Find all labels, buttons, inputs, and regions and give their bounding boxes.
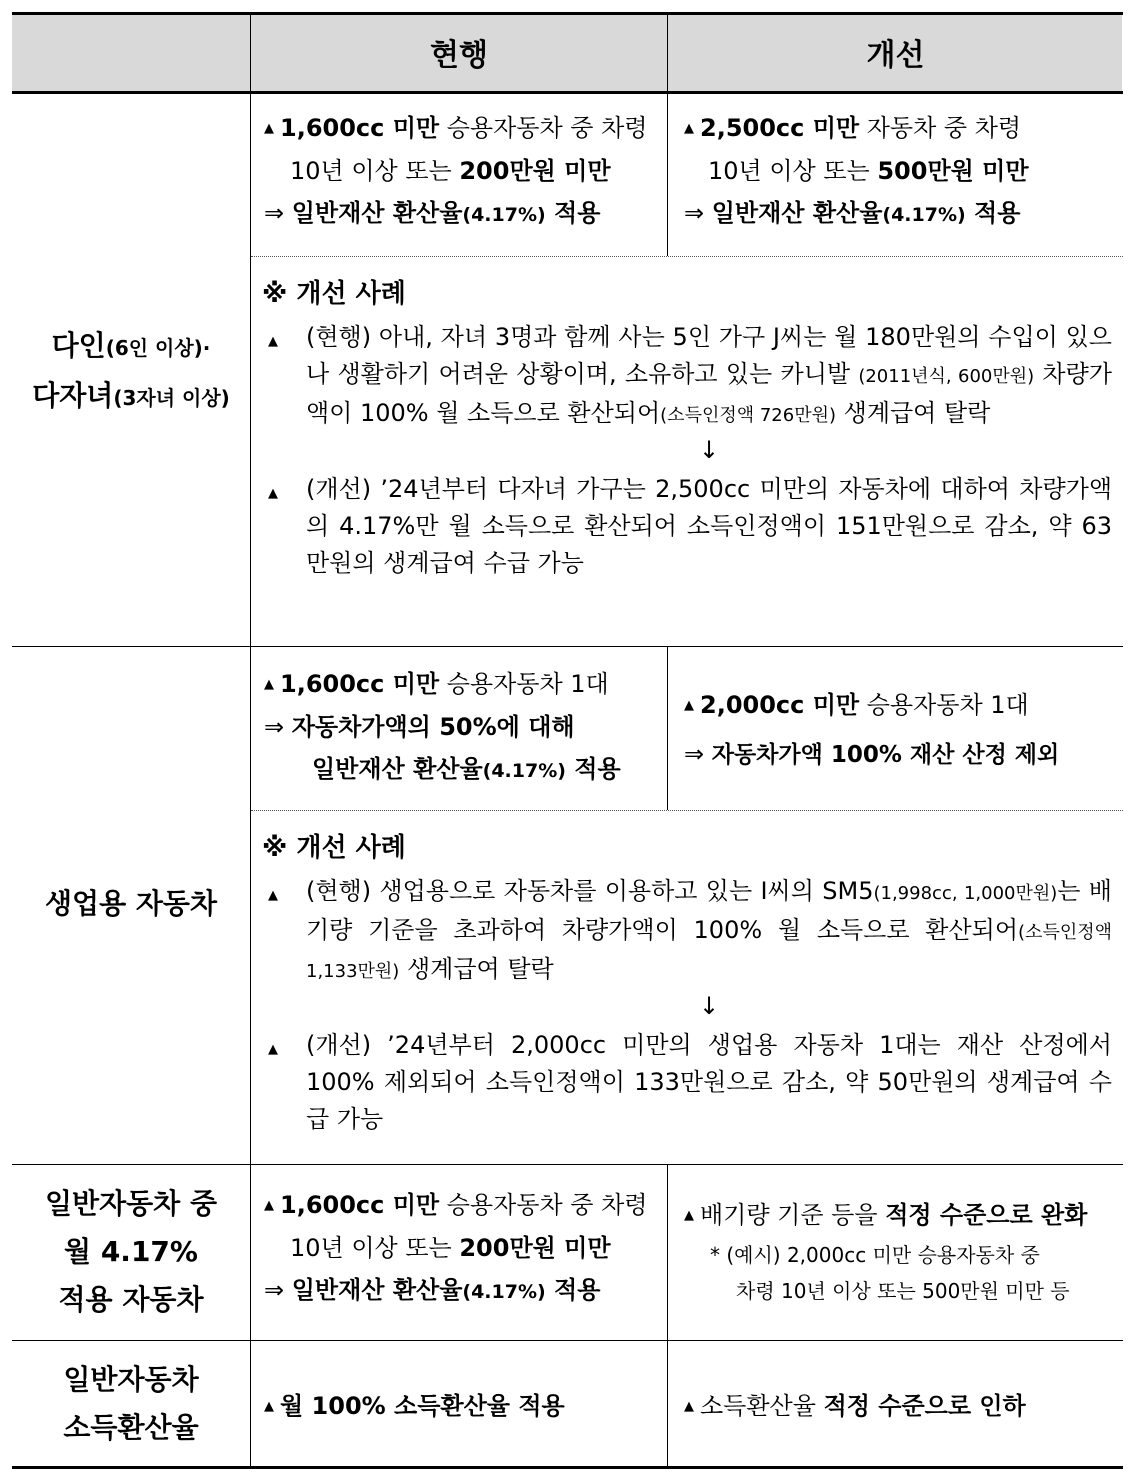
bullet-triangle-icon: ▲ [684,1399,694,1414]
table-top-border [12,12,1123,15]
bullet-triangle-icon: ▲ [264,677,274,692]
row2-improved: ▲ 2,000cc 미만 승용자동차 1대 ⇒ 자동차가액 100% 재산 산정 제외 [684,684,1114,776]
bullet-triangle-icon: ▲ [264,1399,274,1414]
label-column-border [250,12,251,1468]
bullet-triangle-icon: ▲ [268,486,278,501]
row3-current: ▲ 1,600cc 미만 승용자동차 중 차령 10년 이상 또는 200만원 미만 ⇒ 일반재산 환산율(4.17%) 적용 [264,1184,659,1313]
row3-bottom-border [12,1340,1123,1341]
row4-current: ▲ 월 100% 소득환산율 적용 [264,1385,659,1428]
row1-column-border [667,93,668,256]
bullet-triangle-icon: ▲ [684,1208,694,1223]
header-bottom-border [12,91,1123,94]
bullet-triangle-icon: ▲ [268,334,278,349]
case-current: ▲ (현행) 아내, 자녀 3명과 함께 사는 5인 가구 J씨는 월 180만원의 수입이 있으나 생활하기 어려운 상황이며, 소유하고 있는 카니발 (2011년식, 600만원) 차량가액이 100% 월 소득으로 환산되어(소득인정액 726만원) 생계급여 탈락 [268,323,1112,427]
row1-case-example [262,276,1112,582]
row2-divider [251,810,1123,811]
table-bottom-border [12,1466,1123,1469]
case-title: ※ 개선 사례 [262,279,406,309]
header-current: 현행 [430,38,488,73]
row2-current: ▲ 1,600cc 미만 승용자동차 1대 ⇒ 자동차가액의 50%에 대해 일반재산 환산율(4.17%) 적용 [264,663,659,792]
case-improved: ▲ (개선) ’24년부터 다자녀 가구는 2,500cc 미만의 자동차에 대하여 차량가액의 4.17%만 월 소득으로 환산되어 소득인정액이 151만원으로 감소, 약 63만원의 생계급여 수급 가능 [268,475,1112,577]
down-arrow-icon: ↓ [698,436,720,464]
row3-label: 일반자동차 중 월 4.17% 적용 자동차 [44,1187,218,1316]
case-improved: ▲ (개선) ’24년부터 2,000cc 미만의 생업용 자동차 1대는 재산 산정에서 100% 제외되어 소득인정액이 133만원으로 감소, 약 50만원의 생계급여 수급 가능 [268,1031,1112,1133]
row1-divider [251,256,1123,257]
row1-bottom-border [12,646,1123,647]
header-improved: 개선 [866,38,925,73]
row2-label: 생업용 자동차 [44,887,218,920]
row2-case-example [262,830,1112,1138]
bullet-triangle-icon: ▲ [684,121,694,136]
row2-column-border [667,647,668,810]
bullet-triangle-icon: ▲ [264,121,274,136]
row2-bottom-border [12,1164,1123,1165]
down-arrow-icon: ↓ [698,992,720,1020]
row1-improved: ▲ 2,500cc 미만 자동차 중 차령 10년 이상 또는 500만원 미만 ⇒ 일반재산 환산율(4.17%) 적용 [684,107,1114,236]
case-current: ▲ (현행) 생업용으로 자동차를 이용하고 있는 I씨의 SM5(1,998cc, 1,000만원)는 배기량 기준을 초과하여 차량가액이 100% 월 소득으로 환산되어(소득인정액 1,133만원) 생계급여 탈락 [268,877,1112,983]
row1-label: 다인(6인 이상)· 다자녀(3자녀 이상) [32,329,230,412]
row1-current: ▲ 1,600cc 미만 승용자동차 중 차령 10년 이상 또는 200만원 미만 ⇒ 일반재산 환산율(4.17%) 적용 [264,107,659,236]
row3-improved: ▲ 배기량 기준 등을 적정 수준으로 완화 * (예시) 2,000cc 미만 승용자동차 중 차령 10년 이상 또는 500만원 미만 등 [684,1194,1114,1309]
bullet-triangle-icon: ▲ [268,1042,278,1057]
row4-improved: ▲ 소득환산율 적정 수준으로 인하 [684,1385,1114,1428]
bullet-triangle-icon: ▲ [268,888,278,903]
row4-label: 일반자동차 소득환산율 [63,1363,199,1444]
case-title: ※ 개선 사례 [262,833,406,863]
row3-4-column-border [667,1165,668,1466]
bullet-triangle-icon: ▲ [264,1198,274,1213]
bullet-triangle-icon: ▲ [684,698,694,713]
